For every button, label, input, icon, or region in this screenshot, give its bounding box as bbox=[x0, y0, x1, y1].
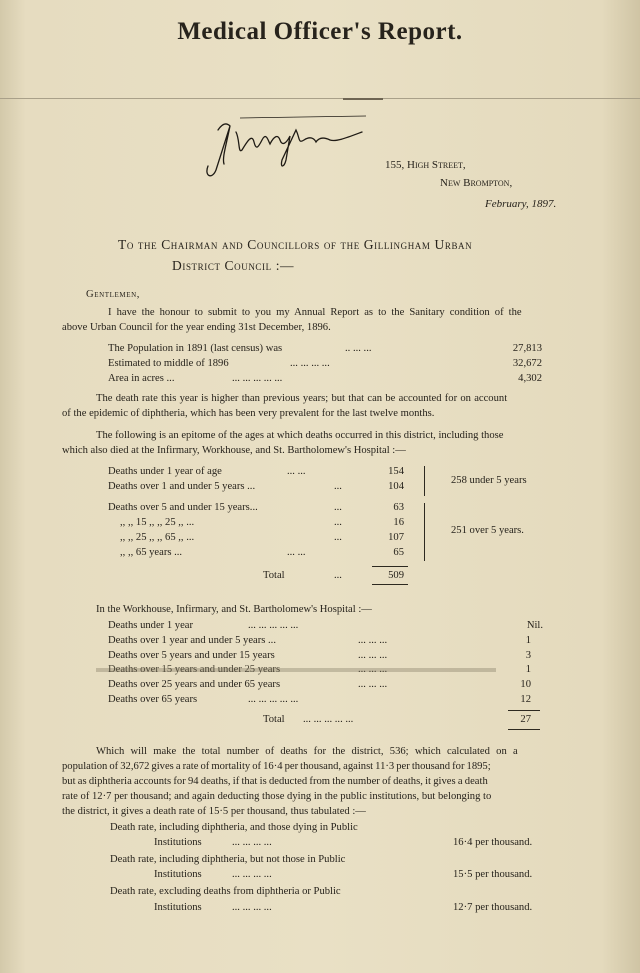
summary-line-2: population of 32,672 gives a rate of mortality of 16·4 per thousand, against 11·3 per thousand for 1895; bbox=[62, 761, 491, 772]
group-under-5: 258 under 5 years bbox=[451, 475, 527, 486]
rate-line-2: Institutions bbox=[154, 837, 202, 848]
intro-line-2: above Urban Council for the year ending 31st December, 1896. bbox=[62, 322, 331, 333]
rate-dots: ... ... ... ... bbox=[232, 837, 272, 848]
ages-total-dots: ... bbox=[334, 570, 342, 581]
epitome-line-2: which also died at the Infirmary, Workhouse, and St. Bartholomew's Hospital :— bbox=[62, 445, 406, 456]
address-line-1: 155, High Street, bbox=[385, 159, 466, 171]
ages-row-value: 65 bbox=[393, 547, 404, 558]
workhouse-row-dots: ... ... ... ... ... bbox=[248, 620, 299, 631]
workhouse-intro: In the Workhouse, Infirmary, and St. Bartholomew's Hospital :— bbox=[96, 604, 372, 615]
death-rate-line-1: The death rate this year is higher than previous years; but that can be accounted for on account bbox=[96, 393, 508, 404]
greeting: Gentlemen, bbox=[86, 289, 141, 300]
stats-value: 27,813 bbox=[512, 343, 542, 354]
workhouse-row-value: 1 bbox=[525, 664, 531, 675]
ages-row-value: 107 bbox=[388, 532, 404, 543]
workhouse-row-label: Deaths over 1 year and under 5 years ... bbox=[108, 635, 276, 646]
ages-total-value: 509 bbox=[388, 570, 404, 581]
stats-dots: ... ... ... ... ... bbox=[232, 373, 283, 384]
address-line-2: New Brompton, bbox=[440, 177, 513, 189]
workhouse-total-underline bbox=[508, 729, 540, 730]
rate-line-1: Death rate, excluding deaths from diphtheria or Public bbox=[110, 886, 341, 897]
workhouse-total-rule bbox=[508, 710, 540, 711]
workhouse-row-label: Deaths over 25 years and under 65 years bbox=[108, 679, 281, 690]
ages-row-value: 104 bbox=[388, 481, 404, 492]
ages-row-label: ,, ,, 65 years ... bbox=[120, 547, 183, 558]
workhouse-total-value: 27 bbox=[520, 714, 531, 725]
rate-dots: ... ... ... ... bbox=[232, 869, 272, 880]
rate-line-1: Death rate, including diphtheria, and those dying in Public bbox=[110, 822, 358, 833]
ages-row-label: Deaths under 1 year of age bbox=[108, 466, 222, 477]
summary-line-1: Which will make the total number of deaths for the district, 536; which calculated on a bbox=[96, 746, 518, 757]
stats-label: The Population in 1891 (last census) was bbox=[108, 343, 283, 354]
workhouse-row-value: Nil. bbox=[526, 620, 543, 631]
rate-value: 16·4 per thousand. bbox=[453, 837, 533, 848]
death-rate-line-2: of the epidemic of diphtheria, which has been very prevalent for the last twelve months. bbox=[62, 408, 435, 419]
rate-dots: ... ... ... ... bbox=[232, 902, 272, 913]
ages-row-dots: ... ... bbox=[287, 547, 306, 558]
workhouse-row-value: 1 bbox=[525, 635, 531, 646]
rate-line-2: Institutions bbox=[154, 902, 202, 913]
workhouse-row-value: 3 bbox=[525, 650, 531, 661]
summary-line-3: but as diphtheria accounts for 94 deaths, if that is deducted from the number of deaths, it gives a death bbox=[62, 776, 488, 787]
group-over-5: 251 over 5 years. bbox=[451, 525, 524, 536]
stats-dots: ... ... ... ... bbox=[290, 358, 330, 369]
stats-value: 4,302 bbox=[518, 373, 542, 384]
ages-row-dots: ... ... bbox=[287, 466, 306, 477]
ages-row-value: 154 bbox=[388, 466, 404, 477]
stats-label: Estimated to middle of 1896 bbox=[108, 358, 229, 369]
ages-total-label: Total bbox=[263, 570, 285, 581]
workhouse-row-label: Deaths under 1 year bbox=[108, 620, 194, 631]
ages-total-rule bbox=[372, 566, 408, 567]
header-rule-mark bbox=[343, 98, 383, 100]
ages-row-value: 63 bbox=[393, 502, 404, 513]
workhouse-row-dots: ... ... ... bbox=[358, 635, 388, 646]
letter-date: February, 1897. bbox=[485, 198, 557, 210]
ages-total-underline bbox=[372, 584, 408, 585]
workhouse-row-label: Deaths over 5 years and under 15 years bbox=[108, 650, 275, 661]
stats-value: 32,672 bbox=[512, 358, 542, 369]
intro-line-1: I have the honour to submit to you my Annual Report as to the Sanitary condition of the bbox=[108, 307, 522, 318]
rate-value: 15·5 per thousand. bbox=[453, 869, 533, 880]
workhouse-row-label: Deaths over 65 years bbox=[108, 694, 198, 705]
ages-row-dots: ... bbox=[334, 532, 342, 543]
ages-row-label: Deaths over 5 and under 15 years... bbox=[108, 502, 258, 513]
workhouse-row-dots: ... ... ... bbox=[358, 650, 388, 661]
rate-value: 12·7 per thousand. bbox=[453, 902, 533, 913]
workhouse-total-label: Total bbox=[263, 714, 285, 725]
stats-label: Area in acres ... bbox=[108, 373, 175, 384]
report-title: Medical Officer's Report. bbox=[177, 18, 463, 45]
summary-line-5: the district, it gives a death rate of 15·5 per thousand, thus tabulated :— bbox=[62, 806, 366, 817]
brace-over-5 bbox=[420, 503, 425, 561]
ages-row-label: Deaths over 1 and under 5 years ... bbox=[108, 481, 256, 492]
header-rule bbox=[0, 98, 640, 99]
ages-row-value: 16 bbox=[393, 517, 404, 528]
ages-row-dots: ... bbox=[334, 481, 342, 492]
salutation-line-2: District Council :— bbox=[172, 258, 295, 273]
workhouse-row-value: 10 bbox=[520, 679, 531, 690]
workhouse-row-dots: ... ... ... bbox=[358, 664, 388, 675]
stats-dots: .. ... ... bbox=[345, 343, 372, 354]
summary-line-4: rate of 12·7 per thousand; and again deducting those dying in the public institutions, but belonging to bbox=[62, 791, 492, 802]
ages-row-dots: ... bbox=[334, 517, 342, 528]
ages-row-label: ,, ,, 25 ,, ,, 65 ,, ... bbox=[120, 532, 195, 543]
salutation-line-1: To the Chairman and Councillors of the Gillingham Urban bbox=[118, 237, 473, 252]
ages-row-label: ,, ,, 15 ,, ,, 25 ,, ... bbox=[120, 517, 195, 528]
workhouse-row-label: Deaths over 15 years and under 25 years bbox=[108, 664, 281, 675]
epitome-line-1: The following is an epitome of the ages at which deaths occurred in this district, including those bbox=[96, 430, 504, 441]
rate-line-2: Institutions bbox=[154, 869, 202, 880]
rate-line-1: Death rate, including diphtheria, but not those in Public bbox=[110, 854, 346, 865]
workhouse-row-dots: ... ... ... bbox=[358, 679, 388, 690]
signature bbox=[196, 110, 366, 182]
workhouse-row-dots: ... ... ... ... ... bbox=[248, 694, 299, 705]
brace-under-5 bbox=[420, 466, 425, 496]
workhouse-total-dots: ... ... ... ... ... bbox=[303, 714, 354, 725]
workhouse-row-value: 12 bbox=[520, 694, 531, 705]
ages-row-dots: ... bbox=[334, 502, 342, 513]
